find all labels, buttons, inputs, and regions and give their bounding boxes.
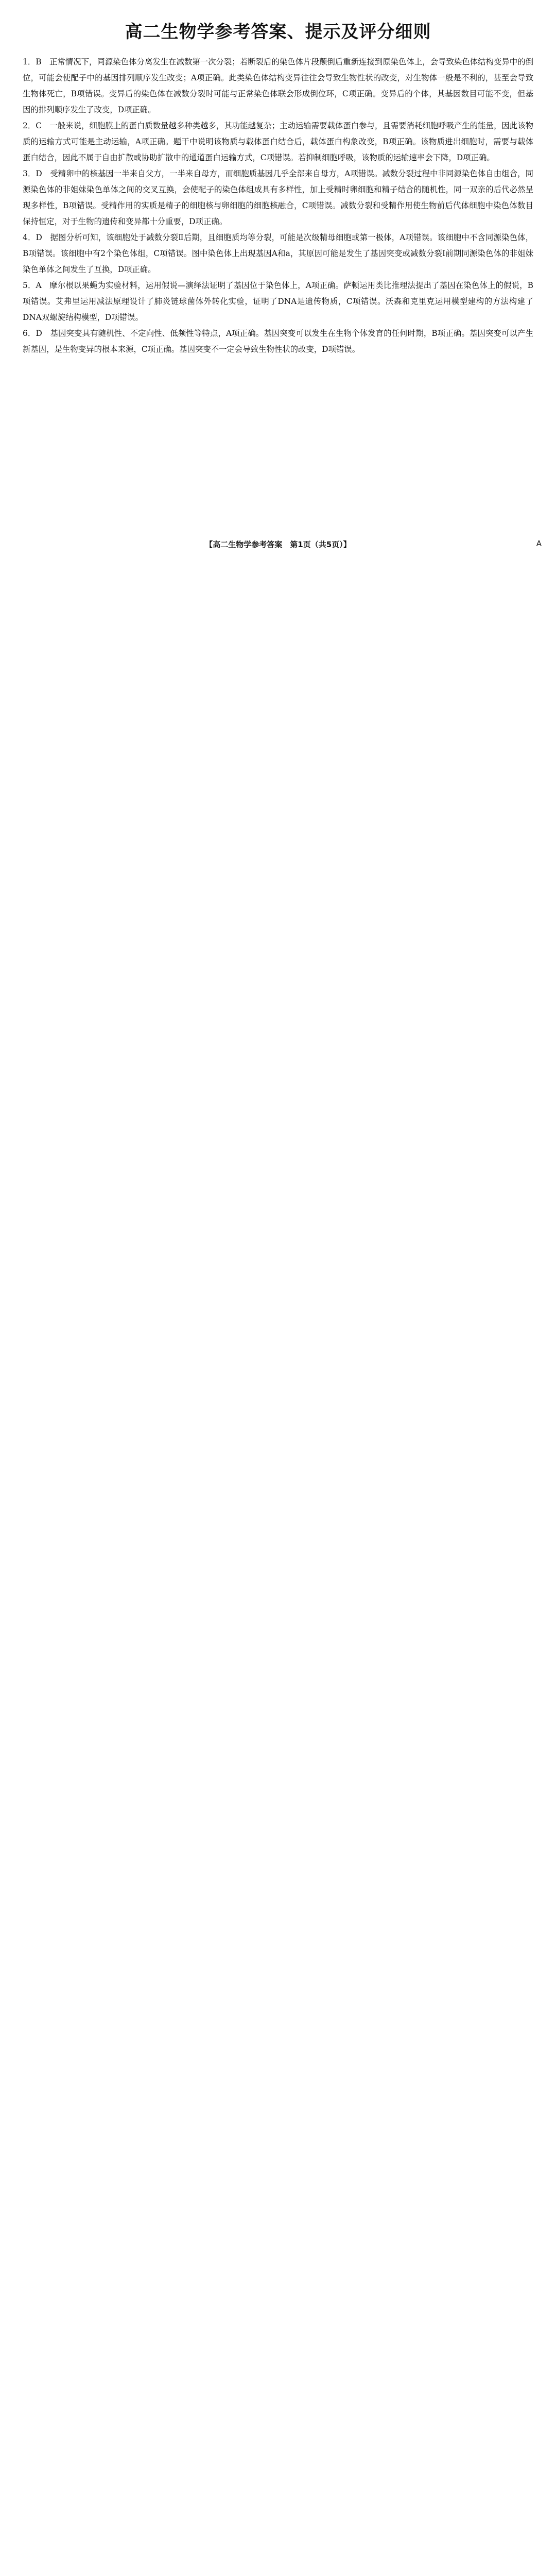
- answer-paragraphs: [23, 54, 533, 358]
- answer-paragraph: 4．D 据图分析可知，该细胞处于减数分裂Ⅱ后期，且细胞质均等分裂，可能是次级精母细胞或第一极体，A项错误。该细胞中不含同源染色体，B项错误。该细胞中有2个染色体组，C项错误。图中染色体上出现基因A和a，其原因可能是发生了基因突变或减数分裂Ⅰ前期同源染色体的非姐妹染色单体之间发生了互换，D项正确。: [23, 233, 533, 274]
- answer-paragraph: 6．D 基因突变具有随机性、不定向性、低频性等特点，A项正确。基因突变可以发生在生物个体发育的任何时期，B项正确。基因突变可以产生新基因，是生物变异的根本来源，C项正确。基因突变不一定会导致生物性状的改变，D项错误。: [23, 329, 533, 354]
- page-footer: [0, 536, 556, 567]
- answer-paragraph: 5．A 摩尔根以果蝇为实验材料，运用假说—演绎法证明了基因位于染色体上，A项正确。萨顿运用类比推理法提出了基因在染色体上的假说，B项错误。艾弗里运用减法原理设计了肺炎链球菌体外转化实验，证明了DNA是遗传物质，C项错误。沃森和克里克运用模型建构的方法构建了DNA双螺旋结构模型，D项错误。: [23, 281, 533, 322]
- answer-paragraph: 1．B 正常情况下，同源染色体分离发生在减数第一次分裂；若断裂后的染色体片段颠倒后重新连接到原染色体上，会导致染色体结构变异中的倒位，可能会使配子中的基因排列顺序发生改变；A项正确。此类染色体结构变异往往会导致生物性状的改变，对生物体一般是不利的，甚至会导致生物体死亡，B项错误。变异后的染色体在减数分裂时可能与正常染色体联会形成倒位环，C项正确。变异后的个体，其基因数目可能不变，但基因的排列顺序发生了改变，D项正确。: [23, 57, 533, 114]
- document-title: 高二生物学参考答案、提示及评分细则: [125, 22, 431, 42]
- page-content: [0, 18, 556, 358]
- answer-paragraph: 3．D 受精卵中的核基因一半来自父方，一半来自母方，而细胞质基因几乎全部来自母方，A项错误。减数分裂过程中非同源染色体自由组合，同源染色体的非姐妹染色单体之间的交叉互换，会使配子的染色体组成具有多样性，加上受精时卵细胞和精子结合的随机性，同一双亲的后代必然呈现多样性，B项错误。受精作用的实质是精子的细胞核与卵细胞的细胞核融合，C项错误。减数分裂和受精作用使生物前后代体细胞中染色体数目保持恒定，对于生物的遗传和变异都十分重要，D项正确。: [23, 169, 533, 226]
- footer-version-mark: A: [536, 539, 542, 548]
- answer-paragraph: 2．C 一般来说，细胞膜上的蛋白质数量越多种类越多，其功能越复杂；主动运输需要载体蛋白参与，且需要消耗细胞呼吸产生的能量，因此该物质的运输方式可能是主动运输，A项正确。题干中说明该物质与载体蛋白结合后，载体蛋白构象改变，B项正确。该物质进出细胞时，需要与载体蛋白结合，因此不属于自由扩散或协助扩散中的通道蛋白运输方式，C项错误。若抑制细胞呼吸，该物质的运输速率会下降，D项正确。: [23, 121, 533, 162]
- footer-page-label: 【高二生物学参考答案 第1页（共5页）】: [205, 540, 351, 549]
